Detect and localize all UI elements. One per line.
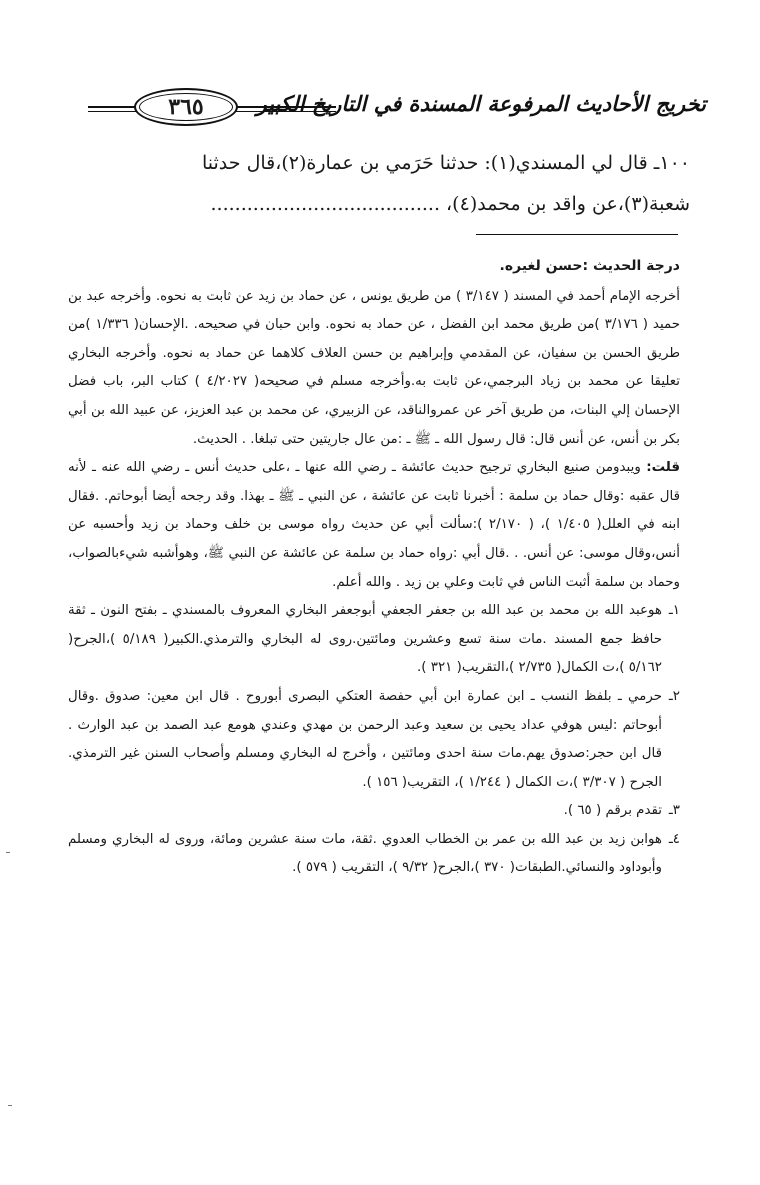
scan-speck bbox=[6, 852, 10, 853]
header-rule bbox=[236, 106, 336, 112]
footnote bbox=[68, 683, 680, 797]
scan-speck bbox=[8, 1105, 12, 1106]
hadith-line-2: شعبة(٣)،عن واقد بن محمد(٤)، ...................................... bbox=[210, 193, 690, 215]
hadith-line-1: ١٠٠ـ قال لي المسندي(١): حدثنا حَرَمي بن عمارة(٢)،قال حدثنا bbox=[202, 152, 690, 174]
takhrij-paragraph: أخرجه الإمام أحمد في المسند ( ٣/١٤٧ ) من طريق يونس ، عن حماد بن زيد عن ثابت به نحوه. وأخرجه عبد بن حميد ( ٣/١٧٦ )من طريق محمد ابن الفضل ، عن حماد به نحوه. وابن حبان في صحيحه. .الإحسان( ١/٣٣٦ )من طريق الحسن بن سفيان، عن المقدمي وإبراهيم بن حسن العلاف كلاهما عن حماد به نحوه. وأخرجه البخاري تعليقا عن محمد بن زياد البرجمي،عن ثابت به.وأخرجه مسلم في صحيحه( ٤/٢٠٢٧ ) كتاب البر، باب فضل الإحسان إلي البنات، من طريق آخر عن عمروالناقد، عن الزبيري، عن محمد بن عبد العزيز، عن عبيد الله بن أبي بكر بن أنس، عن أنس قال: قال رسول الله ـ ﷺ ـ :من عال جاريتين حتى تبلغا. . الحديث. bbox=[68, 288, 681, 447]
page-number-badge bbox=[134, 88, 238, 126]
running-title: تخريج الأحاديث المرفوعة المسندة في التاريخ الكبير bbox=[256, 91, 706, 116]
footnote bbox=[68, 597, 680, 683]
footnote bbox=[68, 797, 680, 826]
qult-label: قلت: bbox=[646, 460, 680, 476]
footnotes-section bbox=[68, 252, 680, 883]
footnote-number: ٤ـ bbox=[668, 831, 680, 847]
footnote bbox=[68, 826, 680, 883]
page-number: ٣٦٥ bbox=[168, 94, 204, 120]
footnote-divider bbox=[476, 234, 678, 235]
footnote-text: تقدم برقم ( ٦٥ ). bbox=[563, 803, 662, 819]
hadith-text bbox=[68, 143, 690, 225]
footnote-text: هوعبد الله بن محمد بن عبد الله بن جعفر الجعفي أبوجعفر البخاري المعروف بالمسندي ـ بفتح النون ـ ثقة حافظ جمع المسند .مات سنة تسع وعشرين ومائتين.روى له البخاري والترمذي.الكبير( ٥/١٨٩ )،الجرح( ٥/١٦٢ )،ت الكمال( ٢/٧٣٥ )،التقريب( ٣٢١ ). bbox=[68, 603, 662, 676]
page-header bbox=[88, 85, 706, 125]
footnote-number: ١ـ bbox=[668, 603, 680, 619]
footnote-number: ٣ـ bbox=[668, 803, 680, 819]
qult-text: ويبدومن صنيع البخاري ترجيح حديث عائشة ـ رضي الله عنها ـ ،على حديث أنس ـ رضي الله عنه ـ لأنه قال عقبه :وقال حماد بن سلمة : أخبرنا ثابت عن عائشة ، عن النبي ـ ﷺ ـ بهذا. وقد رجحه أيضا أبوحاتم. .فقال ابنه في العلل( ١/٤٠٥ )، ( ٢/١٧٠ ):سألت أبي عن حديث رواه موسى بن خلف وحماد بن زيد وأحسبه عن أنس،وقال موسى: عن أنس. . .قال أبي :رواه حماد بن سلمة عن عائشة عن النبي ﷺ، وهوأشبه شيءبالصواب، وحماد بن سلمة أثبت الناس في ثابت وعلي بن زيد . والله أعلم. bbox=[68, 460, 680, 590]
footnote-text: حرمي ـ بلفظ النسب ـ ابن عمارة ابن أبي حفصة العتكي البصرى أبوروح . قال ابن معين: صدوق .وقال أبوحاتم :ليس هوفي عداد يحيى بن سعيد وعبد الرحمن بن مهدي وعندي هومع عبد الصمد بن عبد الوارث . قال ابن حجر:صدوق يهم.مات سنة احدى ومائتين ، وأخرج له البخاري ومسلم وأصحاب السنن غير الترمذي. الجرح ( ٣/٣٠٧ )،ت الكمال ( ١/٢٤٤ )، التقريب( ١٥٦ ). bbox=[68, 688, 662, 790]
qult-paragraph bbox=[68, 454, 680, 597]
footnote-number: ٢ـ bbox=[668, 688, 680, 704]
header-rule-left bbox=[88, 106, 136, 112]
hadith-grade: درجة الحديث :حسن لغيره. bbox=[499, 258, 680, 274]
footnote-text: هوابن زيد بن عبد الله بن عمر بن الخطاب العدوي .ثقة، مات سنة عشرين ومائة، وروى له البخاري ومسلم وأبوداود والنسائي.الطبقات( ٣٧٠ )،الجرح( ٩/٣٢ )، التقريب ( ٥٧٩ ). bbox=[68, 831, 662, 876]
